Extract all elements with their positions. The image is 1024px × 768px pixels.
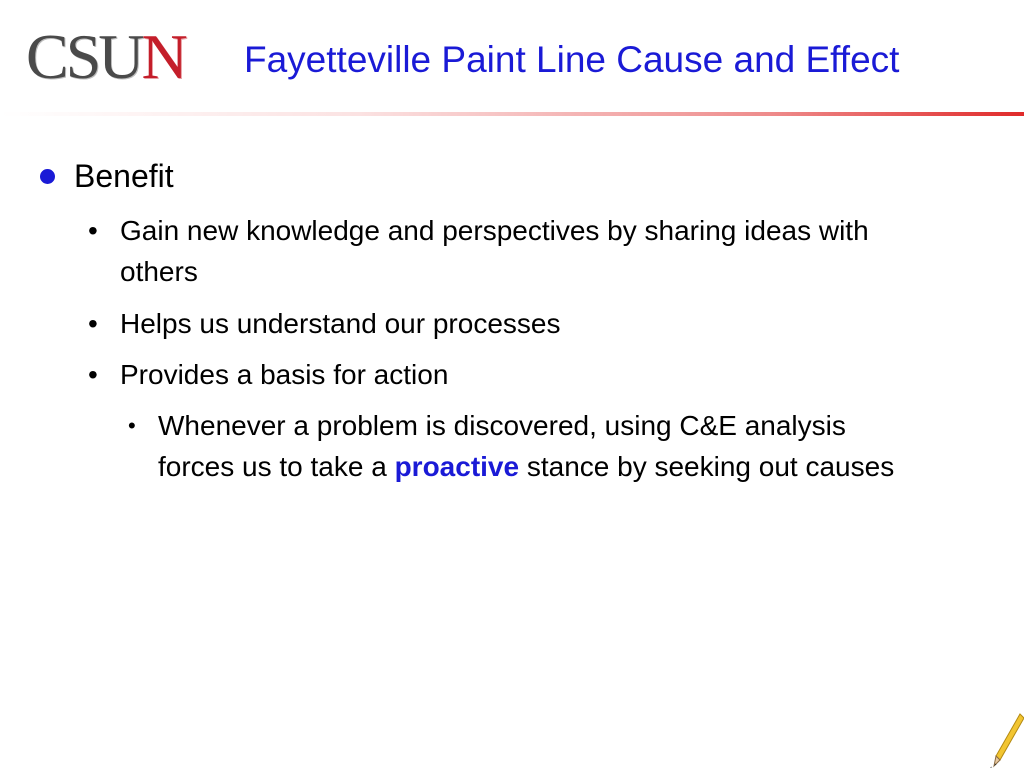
sub-bullet-text-before: Whenever a problem is discovered, using C&E analysis forces us to take a	[158, 410, 846, 482]
bullet-benefit-text: Benefit	[74, 158, 174, 194]
bullet-gain-knowledge-text: Gain new knowledge and perspectives by sharing ideas with others	[120, 215, 869, 287]
sub-bullet-proactive-text	[158, 405, 898, 487]
logo-csu-text: CSU	[26, 21, 142, 92]
bullet-basis-for-action-text: Provides a basis for action	[120, 359, 449, 390]
sub-bullet-text-after: stance by seeking out causes	[519, 451, 895, 482]
bullet-dot-icon	[40, 169, 55, 184]
bullet-icon: •	[88, 308, 98, 339]
slide-title: Fayetteville Paint Line Cause and Effect	[244, 39, 900, 80]
bullet-understand-processes-text: Helps us understand our processes	[120, 308, 561, 339]
sub-bullet-icon: •	[128, 413, 136, 438]
emphasis-proactive: proactive	[394, 451, 520, 482]
pencil-icon	[990, 712, 1024, 768]
logo-n-text: N	[141, 21, 185, 92]
bullet-icon: •	[88, 215, 98, 246]
bullet-icon: •	[88, 359, 98, 390]
